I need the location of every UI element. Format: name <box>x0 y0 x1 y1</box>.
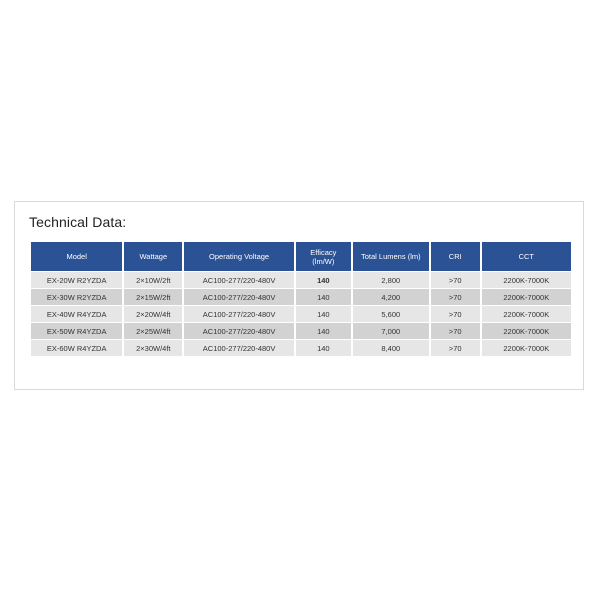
header-cri: CRI <box>431 242 480 271</box>
cell-lumens: 7,000 <box>353 323 429 339</box>
technical-data-card <box>14 201 584 390</box>
cell-lumens: 2,800 <box>353 272 429 288</box>
cell-cct: 2200K-7000K <box>482 306 571 322</box>
cell-efficacy: 140 <box>296 306 351 322</box>
cell-efficacy: 140 <box>296 340 351 356</box>
cell-model: EX-40W R4YZDA <box>31 306 122 322</box>
cell-lumens: 5,600 <box>353 306 429 322</box>
cell-wattage: 2×20W/4ft <box>124 306 182 322</box>
cell-cct: 2200K-7000K <box>482 272 571 288</box>
header-total-lumens: Total Lumens (lm) <box>353 242 429 271</box>
cell-wattage: 2×25W/4ft <box>124 323 182 339</box>
cell-voltage: AC100-277/220-480V <box>184 306 294 322</box>
cell-wattage: 2×30W/4ft <box>124 340 182 356</box>
cell-model: EX-60W R4YZDA <box>31 340 122 356</box>
table-row <box>31 340 571 356</box>
header-efficacy <box>296 242 351 271</box>
header-efficacy-line1: Efficacy <box>310 247 337 257</box>
cell-cri: >70 <box>431 323 480 339</box>
cell-efficacy: 140 <box>296 289 351 305</box>
table-row <box>31 289 571 305</box>
cell-lumens: 8,400 <box>353 340 429 356</box>
header-operating-voltage: Operating Voltage <box>184 242 294 271</box>
cell-cri: >70 <box>431 306 480 322</box>
header-wattage: Wattage <box>124 242 182 271</box>
header-cct: CCT <box>482 242 571 271</box>
table-row <box>31 323 571 339</box>
header-model: Model <box>31 242 122 271</box>
cell-efficacy: 140 <box>296 272 351 288</box>
cell-cct: 2200K-7000K <box>482 323 571 339</box>
header-efficacy-line2: (lm/W) <box>312 256 335 266</box>
technical-data-table <box>29 241 573 357</box>
cell-model: EX-50W R4YZDA <box>31 323 122 339</box>
cell-model: EX-30W R2YZDA <box>31 289 122 305</box>
cell-wattage: 2×10W/2ft <box>124 272 182 288</box>
cell-cri: >70 <box>431 289 480 305</box>
cell-cct: 2200K-7000K <box>482 340 571 356</box>
cell-wattage: 2×15W/2ft <box>124 289 182 305</box>
cell-voltage: AC100-277/220-480V <box>184 289 294 305</box>
cell-efficacy: 140 <box>296 323 351 339</box>
cell-cct: 2200K-7000K <box>482 289 571 305</box>
section-title: Technical Data: <box>29 214 127 230</box>
cell-lumens: 4,200 <box>353 289 429 305</box>
cell-model: EX-20W R2YZDA <box>31 272 122 288</box>
cell-voltage: AC100-277/220-480V <box>184 272 294 288</box>
cell-cri: >70 <box>431 340 480 356</box>
table-header-row <box>31 242 571 271</box>
cell-cri: >70 <box>431 272 480 288</box>
cell-voltage: AC100-277/220-480V <box>184 340 294 356</box>
table-row <box>31 272 571 288</box>
cell-voltage: AC100-277/220-480V <box>184 323 294 339</box>
table-row <box>31 306 571 322</box>
